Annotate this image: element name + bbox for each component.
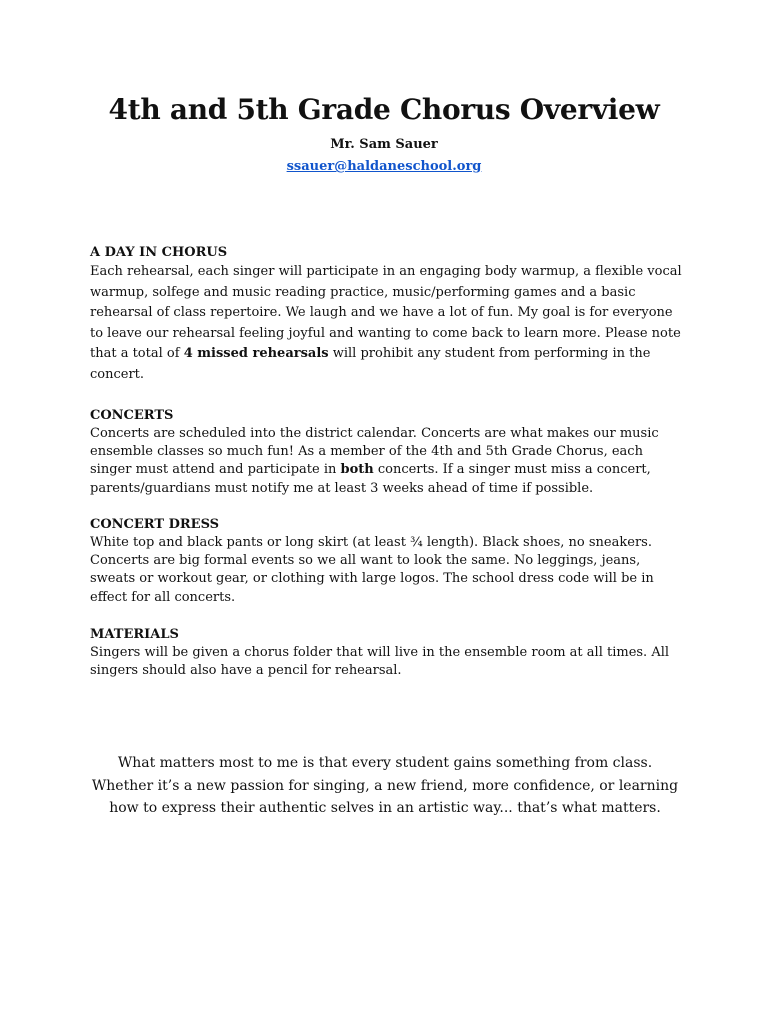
email-line [0, 158, 768, 176]
section-heading: CONCERTS [90, 408, 174, 423]
author-name: Mr. Sam Sauer [330, 137, 438, 152]
section-concert-dress [90, 516, 682, 607]
section-heading: MATERIALS [90, 627, 179, 642]
section-heading: CONCERT DRESS [90, 517, 220, 532]
section-concerts [90, 407, 682, 498]
closing-quote: What matters most to me is that every student gains something from class. Whether it’s a new passion for singing, a new friend, more confidence, or learning how to express their authentic selves in an artistic way... that’s what matters. [91, 755, 679, 816]
section-body [90, 262, 682, 386]
section-a-day-in-chorus [90, 244, 682, 386]
section-materials [90, 626, 682, 680]
body-text: concerts. If a singer must miss a concert, parents/guardians must notify me at least 3 weeks ahead of time if possible. [90, 462, 651, 496]
emphasis-text: 4 missed rehearsals [183, 346, 329, 362]
body-text: Concerts are scheduled into the district calendar. Concerts are what makes our music ensemble classes so much fun! As a member of the 4th and 5th Grade Chorus, each singer must attend and participate in [90, 426, 659, 478]
email-link[interactable]: ssauer@haldaneschool.org [286, 159, 482, 174]
section-body [90, 425, 682, 498]
section-body: White top and black pants or long skirt (at least ¾ length). Black shoes, no sneakers. Concerts are big formal events so we all want to look the same. No leggings, jeans, sweats or workout gear, or clothing with large logos. The school dress code will be in effect for all concerts. [90, 535, 654, 605]
section-heading: A DAY IN CHORUS [90, 245, 228, 260]
body-text: Each rehearsal, each singer will participate in an engaging body warmup, a flexible vocal warmup, solfege and music reading practice, music/performing games and a basic rehearsal of class repertoire. We laugh and we have a lot of fun. My goal is for everyone to leave our rehearsal feeling joyful and wanting to come back to learn more. Please note that a total of [90, 264, 682, 362]
page-title: 4th and 5th Grade Chorus Overview [108, 93, 660, 126]
body-text: will prohibit any student from performing in the concert. [90, 346, 651, 382]
section-body: Singers will be given a chorus folder that will live in the ensemble room at all times. All singers should also have a pencil for rehearsal. [90, 645, 670, 679]
emphasis-text: both [340, 462, 374, 478]
